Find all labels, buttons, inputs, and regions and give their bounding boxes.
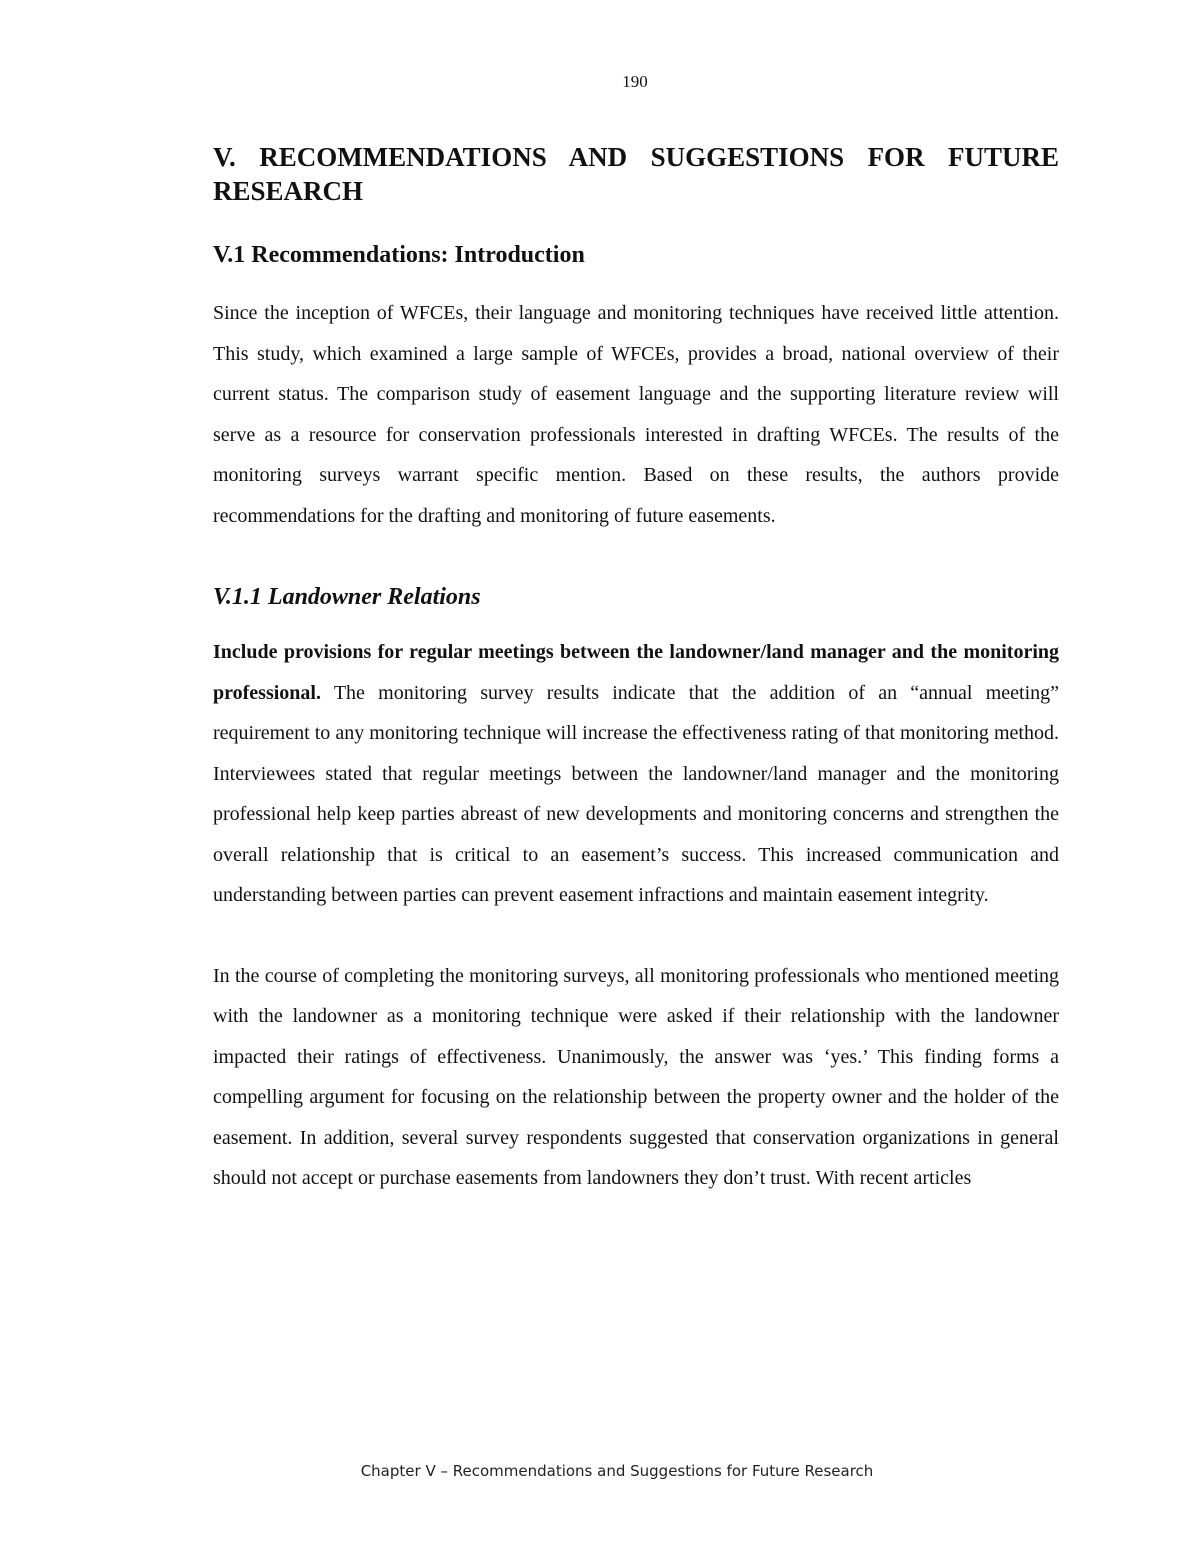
section-title: V.1 Recommendations: Introduction	[213, 242, 585, 268]
landowner-paragraph-1	[213, 632, 1059, 916]
subsection-title: V.1.1 Landowner Relations	[213, 584, 481, 610]
running-footer: Chapter V – Recommendations and Suggestions for Future Research	[360, 1462, 874, 1480]
landowner-paragraph-2: In the course of completing the monitoring surveys, all monitoring professionals who mentioned meeting with the landowner as a monitoring technique were asked if their relationship with the landowner impacted their ratings of effectiveness. Unanimously, the answer was ‘yes.’ This finding forms a compelling argument for focusing on the relationship between the property owner and the holder of the easement. In addition, several survey respondents suggested that conservation organizations in general should not accept or purchase easements from landowners they don’t trust. With recent articles	[213, 964, 1059, 1189]
recommendation-body: The monitoring survey results indicate that the addition of an “annual meeting” requirement to any monitoring technique will increase the effectiveness rating of that monitoring method. Interviewees stated that regular meetings between the landowner/land manager and the monitoring professional help keep parties abreast of new developments and monitoring concerns and strengthen the overall relationship that is critical to an easement’s success. This increased communication and understanding between parties can prevent easement infractions and maintain easement integrity.	[213, 681, 1059, 906]
page-body	[213, 140, 1059, 1199]
intro-paragraph: Since the inception of WFCEs, their language and monitoring techniques have received little attention. This study, which examined a large sample of WFCEs, provides a broad, national overview of their current status. The comparison study of easement language and the supporting literature review will serve as a resource for conservation professionals interested in drafting WFCEs. The results of the monitoring surveys warrant specific mention. Based on these results, the authors provide recommendations for the drafting and monitoring of future easements.	[213, 302, 1059, 527]
recommendation-lead: Include provisions for regular meetings between the landowner/land manager and the monitoring professional.	[213, 641, 1059, 704]
chapter-title: V. RECOMMENDATIONS AND SUGGESTIONS FOR FUTURE RESEARCH	[213, 142, 1059, 206]
page-number: 190	[622, 72, 648, 91]
